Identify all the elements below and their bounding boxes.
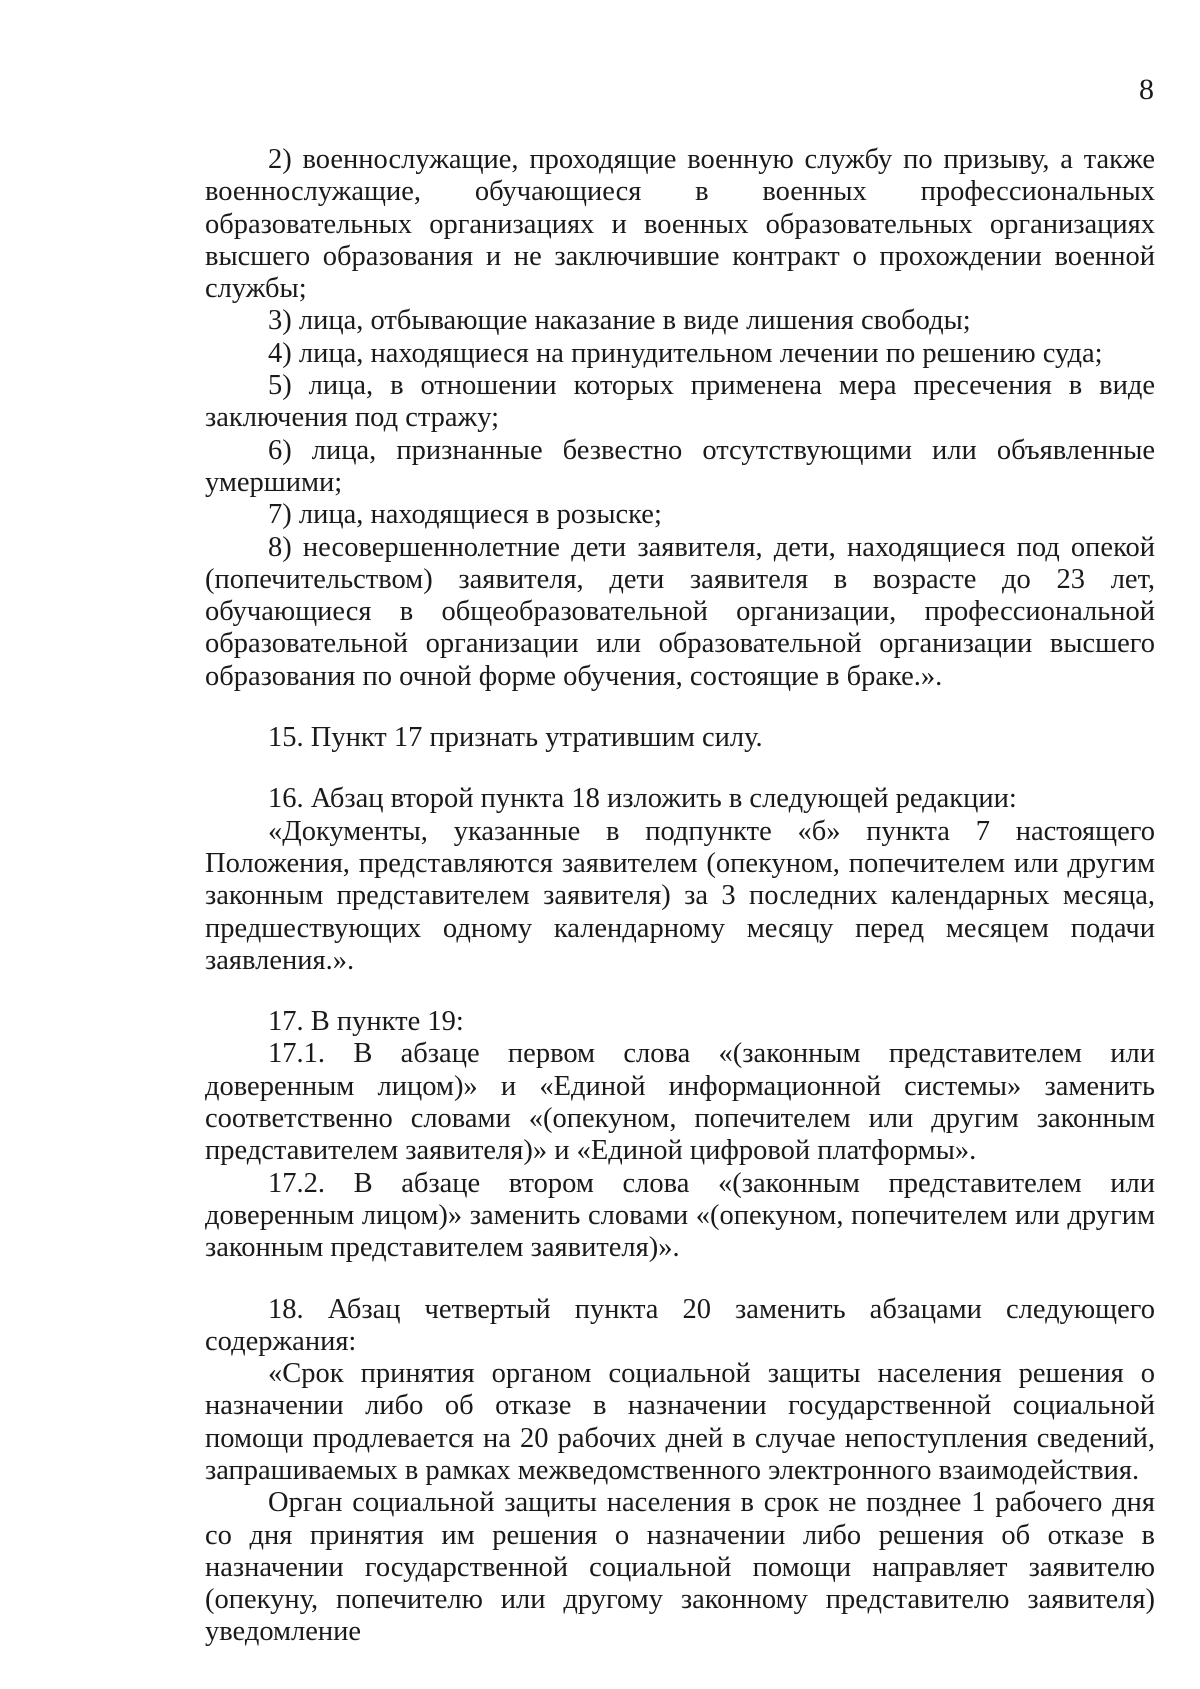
paragraph-section-18-quote-1: «Срок принятия органом социальной защиты населения решения о назначении либо об отказе в назначении государственной социальной помощи продлевается на 20 рабочих дней в случае непоступления сведений, запрашиваемых в рамках межведомственного электронного взаимодействия. — [205, 1358, 1155, 1486]
paragraph-section-18-quote-2: Орган социальной защиты населения в срок не позднее 1 рабочего дня со дня принятия им решения о назначении либо решения об отказе в назначении государственной социальной помощи направляет заявителю (опекуну, попечителю или другому законному представителю заявителя) уведомление — [205, 1487, 1155, 1648]
page-number: 8 — [1139, 73, 1154, 106]
paragraph-item-5: 5) лица, в отношении которых применена мера пресечения в виде заключения под стражу; — [205, 370, 1155, 434]
paragraph-section-16: 16. Абзац второй пункта 18 изложить в следующей редакции: — [268, 783, 1017, 815]
paragraph-item-4: 4) лица, находящиеся на принудительном лечении по решению суда; — [268, 337, 1103, 369]
paragraph-item-3: 3) лица, отбывающие наказание в виде лишения свободы; — [268, 305, 971, 337]
paragraph-section-17-1: 17.1. В абзаце первом слова «(законным представителем или доверенным лицом)» и «Единой информационной системы» заменить соответственно словами «(опекуном, попечителем или другим законным представителем заявителя)» и «Единой цифровой платформы». — [205, 1038, 1155, 1167]
document-body — [205, 144, 1155, 1649]
paragraph-section-17-2: 17.2. В абзаце втором слова «(законным представителем или доверенным лицом)» заменить словами «(опекуном, попечителем или другим законным представителем заявителя)». — [205, 1167, 1155, 1264]
paragraph-item-6: 6) лица, признанные безвестно отсутствующими или объявленные умершими; — [205, 434, 1155, 498]
paragraph-section-17: 17. В пункте 19: — [268, 1006, 464, 1038]
paragraph-item-2: 2) военнослужащие, проходящие военную службу по призыву, а также военнослужащие, обучающиеся в военных профессиональных образовательных организациях и военных образовательных организациях высшего образования и не заключившие контракт о прохождении военной службы; — [205, 144, 1155, 305]
paragraph-section-15: 15. Пункт 17 признать утратившим силу. — [268, 722, 763, 754]
paragraph-item-7: 7) лица, находящиеся в розыске; — [268, 499, 662, 531]
paragraph-section-16-quote: «Документы, указанные в подпункте «б» пункта 7 настоящего Положения, представляются заявителем (опекуном, попечителем или другим законным представителем заявителя) за 3 последних календарных месяца, предшествующих одному календарному месяцу перед месяцем подачи заявления.». — [205, 815, 1155, 976]
paragraph-item-8: 8) несовершеннолетние дети заявителя, дети, находящиеся под опекой (попечительством) заявителя, дети заявителя в возрасте до 23 лет, обучающиеся в общеобразовательной организации, профессиональной образовательной организации или образовательной организации высшего образования по очной форме обучения, состоящие в браке.». — [205, 531, 1155, 692]
paragraph-section-18: 18. Абзац четвертый пункта 20 заменить абзацами следующего содержания: — [205, 1293, 1155, 1357]
